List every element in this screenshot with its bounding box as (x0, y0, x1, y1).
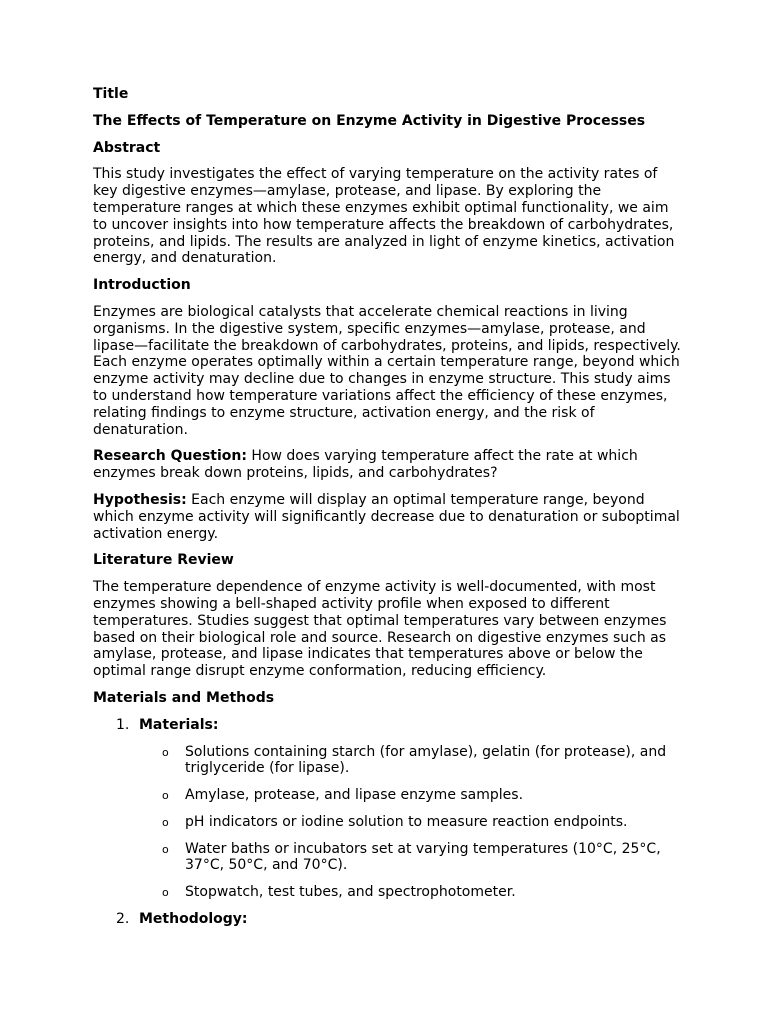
title-heading: Title (93, 86, 129, 102)
introduction-paragraph: Enzymes are biological catalysts that accelerate chemical reactions in living organisms. In the digestive system, specific enzymes—amylase, protease, and lipase—facilitate the breakdown of carbohydrates, proteins, and lipids, respectively. Each enzyme operates optimally within a certain temperature range, beyond which enzyme activity may decline due to changes in enzyme structure. This study aims to understand how temperature variations affect the efficiency of these enzymes, relating findings to enzyme structure, activation energy, and the risk of denaturation. (93, 303, 681, 438)
abstract-heading: Abstract (93, 139, 161, 156)
list-item-text: Solutions containing starch (for amylase), gelatin (for protease), and triglyceride (for lipase). (185, 743, 667, 777)
introduction-heading: Introduction (93, 277, 191, 294)
list-item (139, 744, 683, 778)
list-item-text: Water baths or incubators set at varying temperatures (10°C, 25°C, 37°C, 50°C, and 70°C). (185, 840, 661, 874)
literature-review-paragraph: The temperature dependence of enzyme activity is well-documented, with most enzymes showing a bell-shaped activity profile when exposed to different temperatures. Studies suggest that optimal temperatures vary between enzymes based on their biological role and source. Research on digestive enzymes such as amylase, protease, and lipase indicates that temperatures above or below the optimal range disrupt enzyme conformation, reducing efficiency. (93, 579, 667, 680)
research-question (93, 448, 683, 482)
hypothesis-text: Each enzyme will display an optimal temperature range, beyond which enzyme activity will significantly decrease due to denaturation or suboptimal activation energy. (93, 491, 680, 542)
bullet-circle-icon: o (162, 789, 169, 803)
research-question-text: How does varying temperature affect the rate at which enzymes break down proteins, lipids, and carbohydrates? (93, 448, 638, 482)
list-number: 1. (116, 716, 130, 733)
list-item (139, 884, 683, 901)
research-question-label: Research Question: (93, 448, 247, 465)
methodology-title: Methodology: (139, 911, 248, 928)
document-body (93, 86, 683, 938)
bullet-circle-icon: o (162, 745, 169, 759)
list-item-methodology (93, 911, 683, 928)
list-item (139, 787, 683, 804)
materials-title: Materials: (139, 716, 219, 733)
list-item-text: Amylase, protease, and lipase enzyme samples. (185, 787, 524, 804)
list-item (139, 841, 683, 875)
list-number: 2. (116, 911, 130, 928)
document-title: The Effects of Temperature on Enzyme Activity in Digestive Processes (93, 112, 646, 129)
hypothesis-label: Hypothesis: (93, 491, 187, 508)
literature-review-heading: Literature Review (93, 552, 234, 569)
abstract-paragraph: This study investigates the effect of varying temperature on the activity rates of key digestive enzymes—amylase, protease, and lipase. By exploring the temperature ranges at which these enzymes exhibit optimal functionality, we aim to uncover insights into how temperature affects the breakdown of carbohydrates, proteins, and lipids. The results are analyzed in light of enzyme kinetics, activation energy, and denaturation. (93, 166, 675, 267)
materials-methods-heading: Materials and Methods (93, 689, 275, 706)
list-item-text: pH indicators or iodine solution to measure reaction endpoints. (185, 813, 628, 830)
bullet-circle-icon: o (162, 815, 169, 829)
list-item-text: Stopwatch, test tubes, and spectrophotometer. (185, 884, 516, 901)
hypothesis (93, 492, 683, 542)
numbered-list (93, 717, 683, 928)
bullet-circle-icon: o (162, 886, 169, 900)
materials-sublist (139, 744, 683, 902)
list-item (139, 814, 683, 831)
list-item-materials (93, 717, 683, 901)
bullet-circle-icon: o (162, 842, 169, 856)
